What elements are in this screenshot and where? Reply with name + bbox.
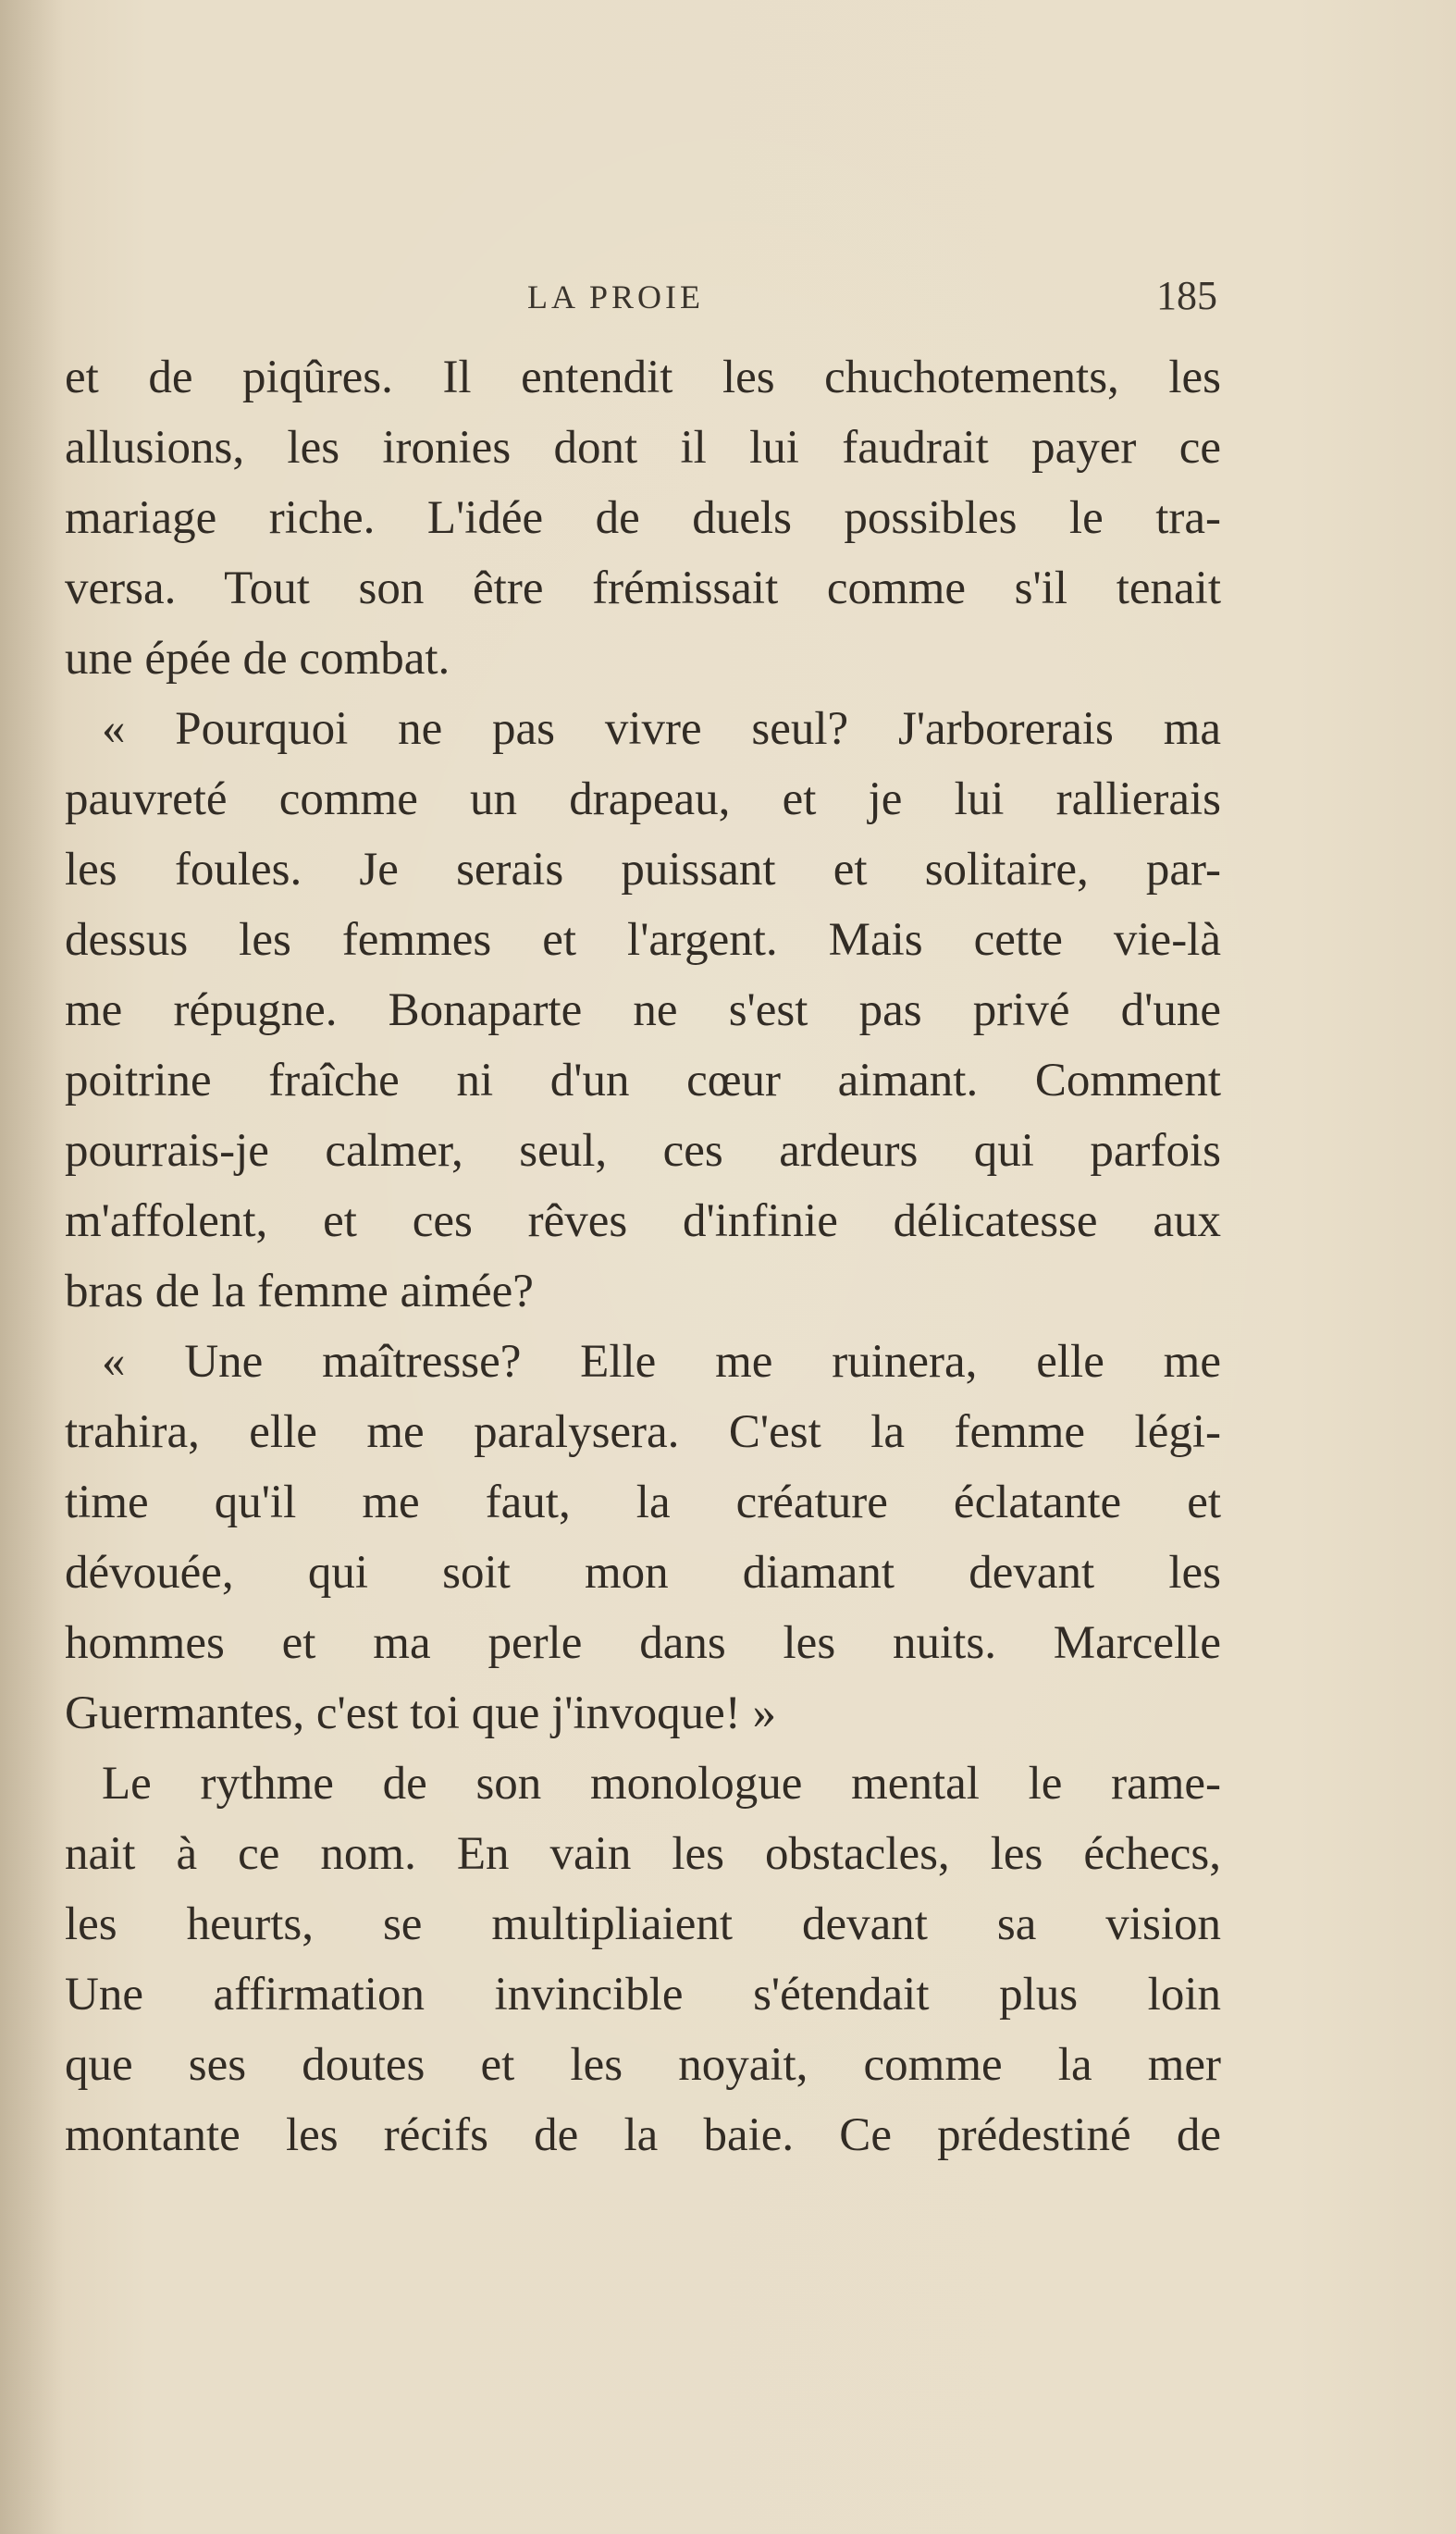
text-line: me répugne. Bonaparte ne s'est pas privé d'une	[65, 984, 1221, 1036]
binding-shadow	[0, 0, 65, 2534]
text-line: versa. Tout son être frémissait comme s'il tenait	[65, 562, 1221, 614]
body-text	[65, 342, 1221, 2170]
page-number: 185	[1156, 273, 1217, 318]
text-line: dessus les femmes et l'argent. Mais cette vie-là	[65, 914, 1221, 966]
text-line: poitrine fraîche ni d'un cœur aimant. Comment	[65, 1055, 1221, 1106]
text-line: mariage riche. L'idée de duels possibles le tra-	[65, 492, 1221, 544]
text-line: m'affolent, et ces rêves d'infinie délicatesse aux	[65, 1195, 1221, 1247]
text-line: « Pourquoi ne pas vivre seul? J'arborerais ma	[102, 703, 1221, 755]
text-line: trahira, elle me paralysera. C'est la femme légi-	[65, 1406, 1221, 1458]
text-line: dévouée, qui soit mon diamant devant les	[65, 1547, 1221, 1599]
text-line: hommes et ma perle dans les nuits. Marcelle	[65, 1617, 1221, 1669]
text-line: les foules. Je serais puissant et solitaire, par-	[65, 844, 1221, 896]
text-line: pourrais-je calmer, seul, ces ardeurs qui parfois	[65, 1125, 1221, 1177]
text-line: time qu'il me faut, la créature éclatante et	[65, 1477, 1221, 1528]
text-line: une épée de combat.	[65, 633, 450, 685]
text-line: « Une maîtresse? Elle me ruinera, elle me	[102, 1336, 1221, 1388]
text-line: Guermantes, c'est toi que j'invoque! »	[65, 1687, 777, 1739]
text-line: bras de la femme aimée?	[65, 1266, 534, 1317]
text-line: que ses doutes et les noyait, comme la mer	[65, 2039, 1221, 2091]
text-line: Une affirmation invincible s'étendait plus loin	[65, 1969, 1221, 2021]
text-line: les heurts, se multipliaient devant sa vision	[65, 1898, 1221, 1950]
text-line: nait à ce nom. En vain les obstacles, les échecs,	[65, 1828, 1221, 1880]
text-line: allusions, les ironies dont il lui faudrait payer ce	[65, 422, 1221, 474]
running-head-title: LA PROIE	[527, 278, 705, 315]
text-line: montante les récifs de la baie. Ce prédestiné de	[65, 2109, 1221, 2161]
running-head	[0, 273, 1456, 324]
text-line: Le rythme de son monologue mental le rame-	[102, 1758, 1221, 1810]
text-line: et de piqûres. Il entendit les chuchotements, les	[65, 352, 1221, 403]
text-line: pauvreté comme un drapeau, et je lui rallierais	[65, 773, 1221, 825]
